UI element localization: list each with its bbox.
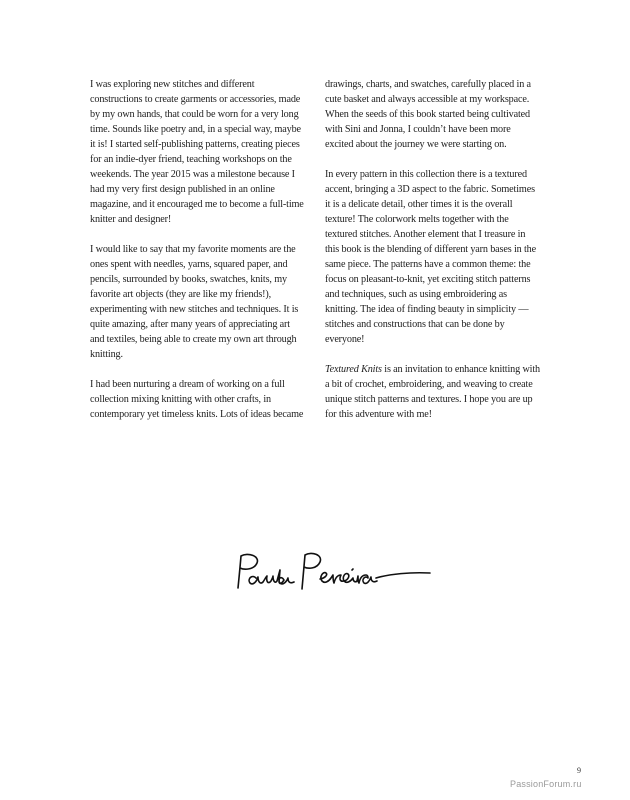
left-text-column xyxy=(90,77,305,437)
paragraph: I had been nurturing a dream of working on a full collection mixing knitting with other crafts, in contemporary yet timeless knits. Lots of ideas became xyxy=(90,379,304,420)
handwritten-signature xyxy=(230,548,440,594)
paragraph: I was exploring new stitches and different constructions to create garments or accessories, made by my own hands, that could be worn for a very long time. Sounds like poetry and, in a special way, maybe it is! I started self-publishing patterns, creating pieces for an indie-dyer friend, teaching workshops on the weekends. The year 2015 was a milestone because I had my very first design published in an online magazine, and it encouraged me to become a full-time knitter and designer! xyxy=(90,79,304,225)
paragraph: I would like to say that my favorite moments are the ones spent with needles, yarns, squared paper, and pencils, surrounded by books, swatches, knits, my favorite art objects (they are like my friends!), experimenting with new stitches and techniques. It is quite amazing, after many years of appreciating art and textiles, being able to create my own art through knitting. xyxy=(90,244,299,360)
page-number: 9 xyxy=(577,766,581,775)
book-title: Textured Knits xyxy=(325,364,382,375)
right-text-column xyxy=(325,77,540,437)
closing-paragraph xyxy=(325,362,540,422)
paragraph: drawings, charts, and swatches, carefully placed in a cute basket and always accessible at my workspace. When the seeds of this book started being cultivated with Sini and Jonna, I couldn’t have been more excited about the journey we were starting on. xyxy=(325,79,531,150)
closing-text: is an invitation to enhance knitting with a bit of crochet, embroidering, and weaving to create unique stitch patterns and textures. I hope you are up for this adventure with me! xyxy=(325,364,540,420)
watermark: PassionForum.ru xyxy=(510,779,582,789)
paragraph: In every pattern in this collection there is a textured accent, bringing a 3D aspect to the fabric. Sometimes it is a delicate detail, other times it is the overall texture! The colorwork melts together with the textured stitches. Another element that I treasure in this book is the blending of different yarn bases in the same piece. The patterns have a common theme: the focus on pleasant-to-knit, yet exciting stitch patterns and techniques, such as using embroidering as knitting. The idea of finding beauty in simplicity — stitches and constructions that can be done by everyone! xyxy=(325,169,536,345)
